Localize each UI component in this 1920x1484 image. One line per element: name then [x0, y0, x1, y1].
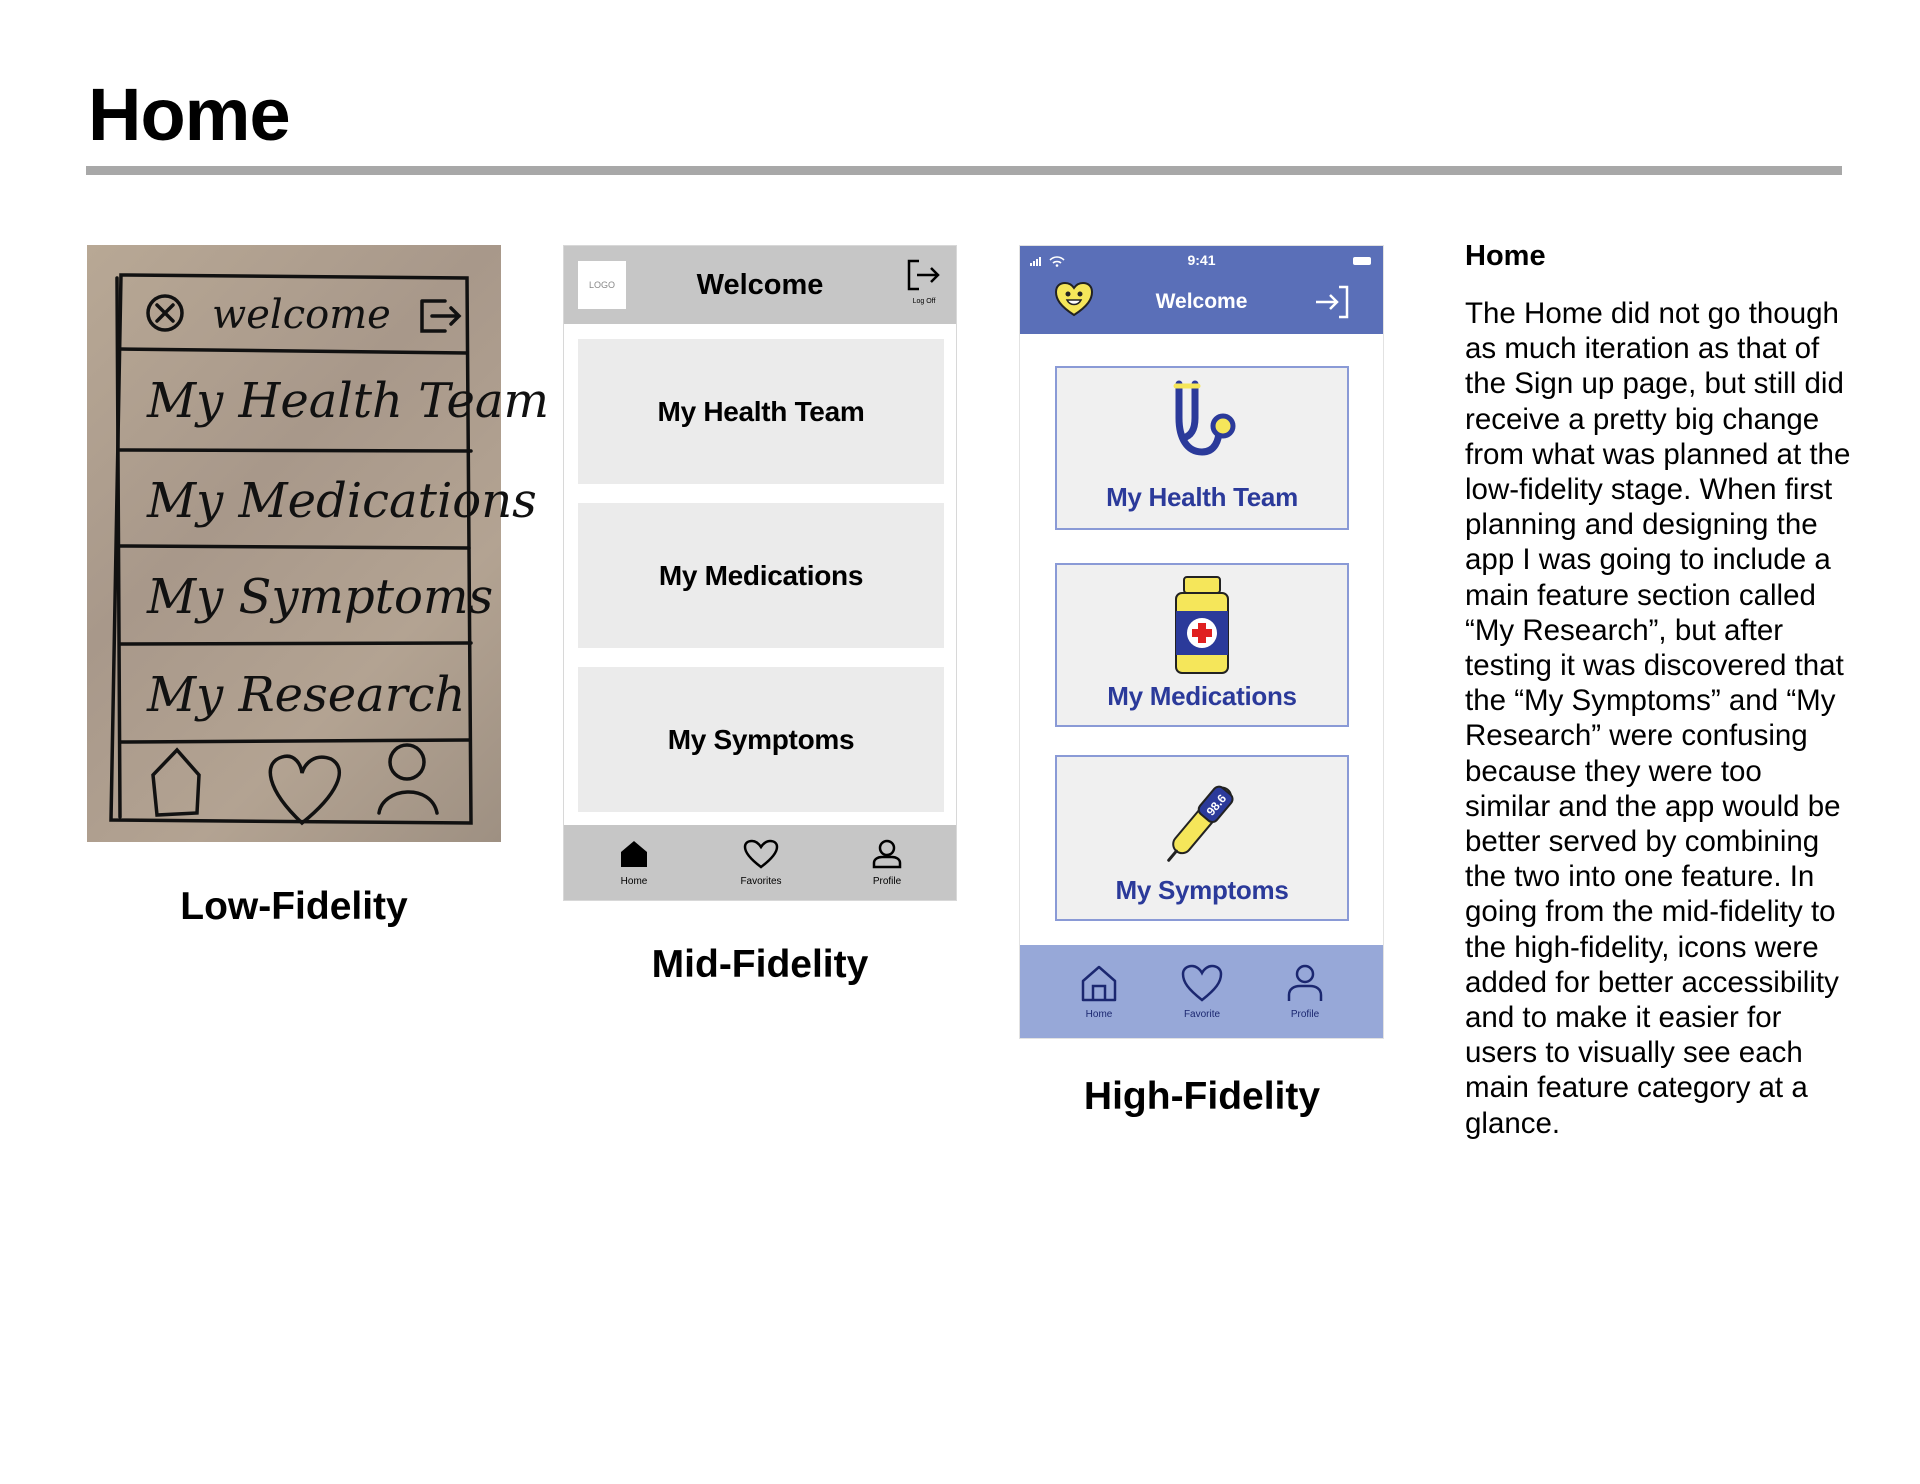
mid-card-symptoms[interactable]: My Symptoms — [578, 667, 944, 812]
status-time: 9:41 — [1187, 252, 1216, 268]
sketch-lines — [87, 245, 550, 842]
mid-card-health-team[interactable]: My Health Team — [578, 339, 944, 484]
description-heading: Home — [1465, 240, 1546, 272]
home-icon — [619, 839, 649, 869]
hifi-nav-profile-label: Profile — [1290, 1009, 1320, 1020]
hifi-card-symptoms[interactable] — [1055, 755, 1349, 921]
mid-bottom-nav — [564, 825, 956, 900]
hifi-card-symptoms-label: My Symptoms — [1115, 875, 1289, 905]
hifi-welcome-title: Welcome — [1155, 290, 1248, 313]
home-icon — [1079, 963, 1119, 1003]
mid-nav-favorites-label: Favorites — [740, 876, 782, 887]
sketch-item-1: My Health Team — [147, 373, 550, 429]
logo-placeholder: LOGO — [578, 261, 626, 309]
logout-icon[interactable] — [1313, 284, 1351, 320]
hifi-nav-home[interactable] — [1059, 963, 1139, 1020]
mid-nav-home-label: Home — [620, 876, 648, 887]
hifi-nav-favorite-label: Favorite — [1183, 1009, 1221, 1020]
battery-icon — [1353, 257, 1371, 265]
low-fidelity-sketch — [87, 245, 550, 842]
sketch-welcome-text: welcome — [212, 292, 391, 338]
hifi-card-medications[interactable] — [1055, 563, 1349, 727]
heart-icon — [1180, 963, 1224, 1003]
hifi-card-health-team-label: My Health Team — [1106, 482, 1298, 512]
mid-nav-profile[interactable] — [847, 839, 927, 887]
hifi-nav-profile[interactable] — [1265, 963, 1345, 1020]
pill-bottle-icon — [1057, 575, 1347, 675]
mid-nav-profile-label: Profile — [872, 876, 902, 887]
thermometer-icon — [1057, 769, 1347, 869]
description-body: The Home did not go though as much iteration as that of the Sign up page, but still did receive a pretty big change from what was planned at the low-fidelity stage. When first planning and designing the app I was going to include a main feature section called “My Research”, but after testing it was discovered that the “My Symptoms” and “My Research” were confusing because they were too similar and the app would be better served by combining the two into one feature. In going from the mid-fidelity to the high-fidelity, icons were added for better accessibility and to make it easier for users to visually see each main feature category at a glance. — [1465, 297, 1851, 1140]
hifi-card-medications-label: My Medications — [1107, 681, 1297, 711]
mid-fidelity-wireframe — [563, 245, 957, 901]
title-divider — [86, 166, 1842, 175]
sketch-item-2: My Medications — [147, 473, 537, 529]
logout-button[interactable] — [904, 258, 944, 305]
profile-icon — [871, 839, 903, 869]
logout-icon — [905, 258, 943, 292]
heart-icon — [743, 839, 779, 869]
hifi-card-health-team[interactable] — [1055, 366, 1349, 530]
stethoscope-icon — [1057, 378, 1347, 478]
mid-nav-home[interactable] — [594, 839, 674, 887]
mid-welcome-title: Welcome — [696, 269, 824, 301]
thermometer-reading: 98.6 — [1203, 791, 1230, 819]
profile-icon — [1285, 963, 1325, 1003]
caption-mid-fidelity: Mid-Fidelity — [651, 943, 869, 986]
caption-low-fidelity: Low-Fidelity — [180, 885, 408, 928]
hifi-header — [1020, 246, 1383, 334]
mid-nav-favorites[interactable] — [721, 839, 801, 887]
logout-label: Log Off — [912, 298, 936, 305]
hifi-bottom-nav — [1020, 945, 1383, 1038]
high-fidelity-mockup — [1019, 245, 1384, 1039]
hifi-nav-home-label: Home — [1085, 1009, 1113, 1020]
page-title: Home — [88, 73, 290, 156]
hifi-nav-favorite[interactable] — [1162, 963, 1242, 1020]
caption-high-fidelity: High-Fidelity — [1083, 1075, 1321, 1118]
sketch-item-3: My Symptoms — [147, 569, 494, 625]
sketch-item-4: My Research — [147, 667, 466, 723]
mid-header — [564, 246, 956, 324]
mid-card-medications[interactable]: My Medications — [578, 503, 944, 648]
